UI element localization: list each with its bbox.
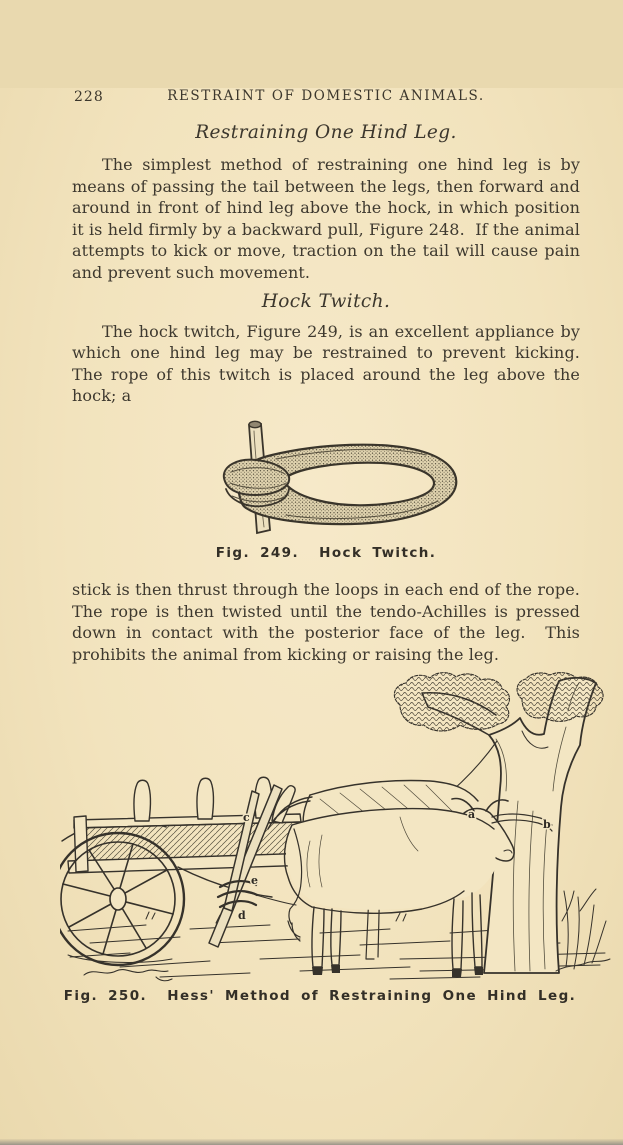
hock-twitch-illustration [186,417,466,539]
foliage-right [517,673,603,722]
running-header: RESTRAINT OF DOMESTIC ANIMALS. [167,88,485,104]
cart-stake [134,781,150,822]
running-header-row [72,88,580,108]
grass-clump [562,889,606,969]
foliage-left [394,673,509,731]
paragraph-hock-twitch-continued: stick is then thrust through the loops in each end of the rope. The rope is then twisted until the tendo-Achilles is pressed down in contact with the posterior face of the leg. This prohibits the animal from kicking or raising the leg. [72,579,586,664]
figure-249 [72,417,580,561]
wheel-hub [110,888,126,910]
oxen-cart-tree-illustration [60,671,618,983]
hooves [312,965,483,977]
section-heading-hock-twitch: Hock Twitch. [261,290,391,312]
figure-249-caption: Fig. 249. Hock Twitch. [215,544,437,561]
label-d: d [238,909,246,923]
stick-top [249,421,261,427]
artist-signature [84,970,172,981]
section-heading-restraining-one-hind-leg: Restraining One Hind Leg. [195,122,457,143]
figure-250-caption: Fig. 250. Hess' Method of Restraining One Hind Leg. [63,988,577,1005]
paragraph-tail-method: The simplest method of restraining one hind leg is by means of passing the tail between the legs, then forward and around in front of hind leg above the hock, in which position it is held firmly by a backward pull, Figure 248. If the animal attempts to kick or move, traction on the tail will cause pain and prevent such movement. [72,155,586,282]
text-block [63,88,591,1005]
label-c: c [243,811,250,825]
label-b: b [543,818,551,832]
hind-legs [312,907,341,967]
paragraph-hock-twitch-intro: The hock twitch, Figure 249, is an excellent appliance by which one hind leg may be restrained to prevent kicking. The rope of this twitch is placed around the leg above the hock; a [72,321,591,406]
book-page [0,88,623,1145]
figure-250 [60,671,580,1004]
page-bottom-edge [0,1139,623,1145]
label-e: e [251,874,258,888]
near-ox [268,797,496,977]
page-number: 228 [74,89,104,105]
hock-twitch-art [224,421,456,533]
label-a: a [468,808,476,822]
cart-stake [197,779,213,820]
